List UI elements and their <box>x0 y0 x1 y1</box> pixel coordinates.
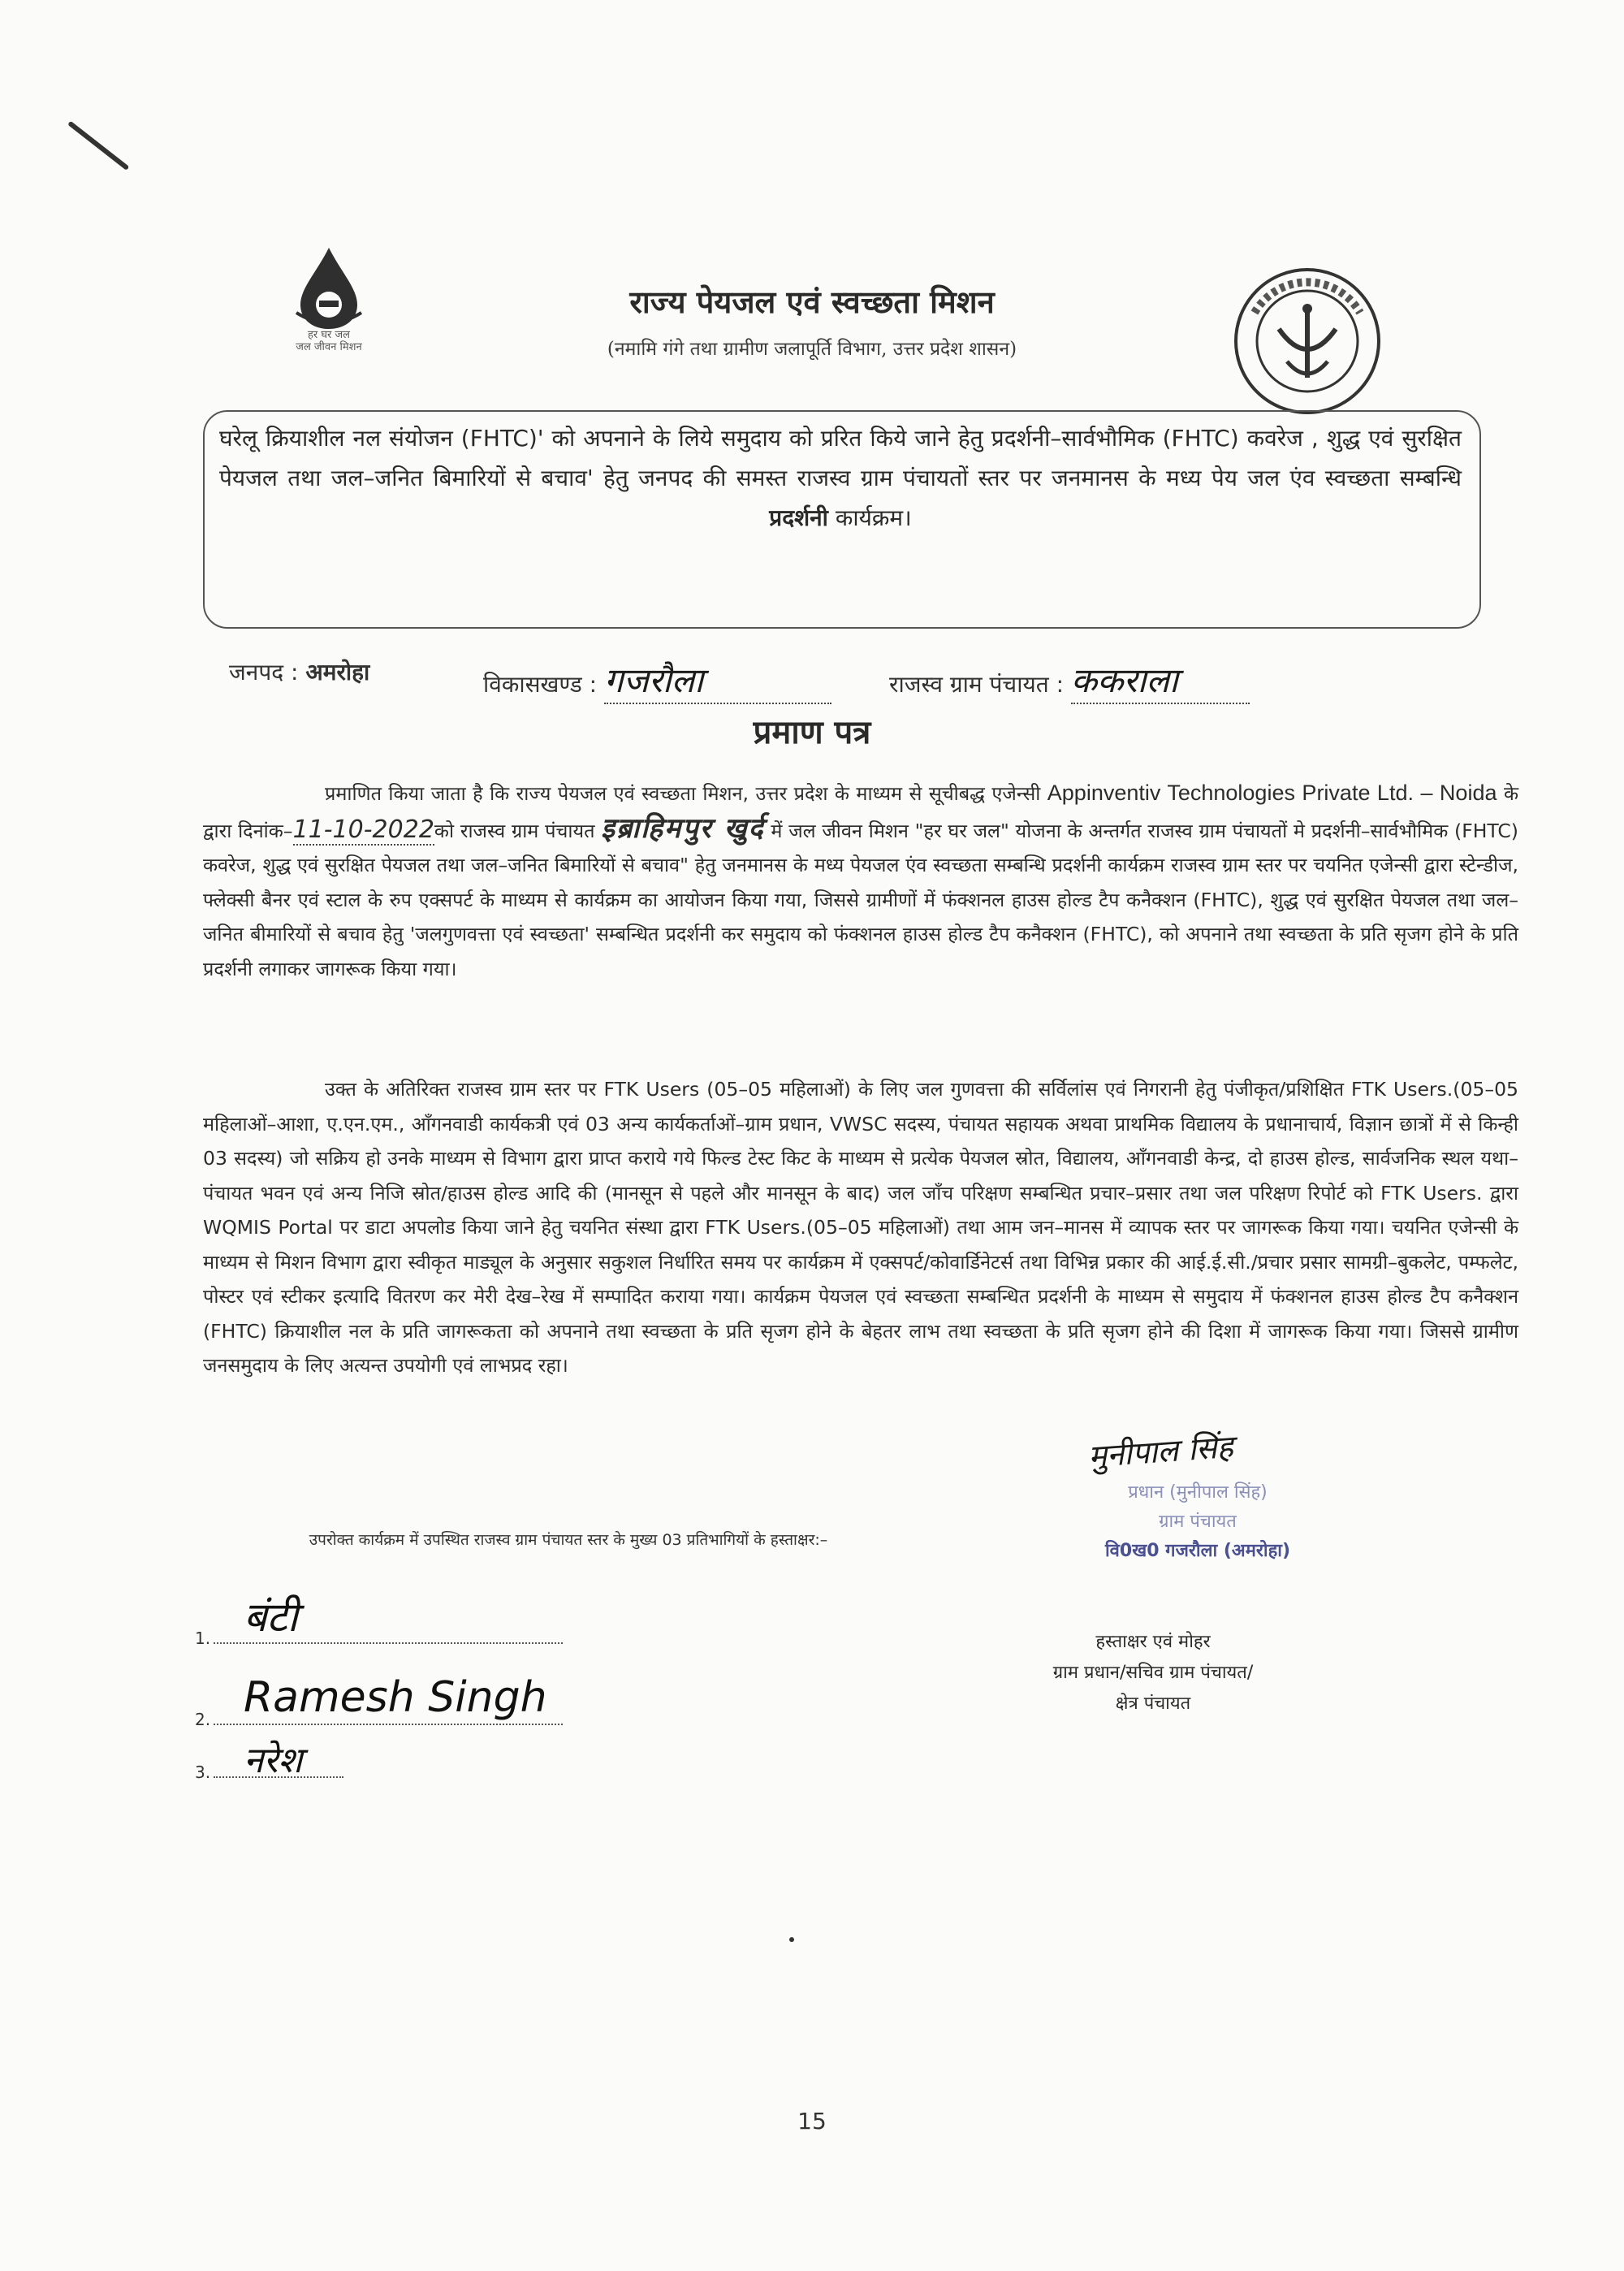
mission-subtitle: (नमामि गंगे तथा ग्रामीण जलापूर्ति विभाग, उत्तर प्रदेश शासन) <box>607 339 1017 360</box>
stamp-line-1: प्रधान (मुनीपाल सिंह) <box>1128 1482 1268 1503</box>
para1-part2: के द्वारा दिनांक– <box>203 782 1518 842</box>
official-line-2: ग्राम प्रधान/सचिव ग्राम पंचायत/ <box>1052 1663 1254 1683</box>
logo-caption: हर घर जल जल जीवन मिशन <box>296 329 362 353</box>
certificate-paragraph-1 <box>203 776 1518 986</box>
agency-name: Appinventiv Technologies Private Ltd. – Noida <box>1047 781 1497 805</box>
official-signature-block <box>983 1627 1324 1719</box>
official-line-3: क्षेत्र पंचायत <box>1115 1694 1191 1714</box>
signature-row-1 <box>195 1594 563 1648</box>
signature-number: 3. <box>195 1763 211 1782</box>
program-text-end: कार्यक्रम। <box>835 504 912 531</box>
program-text: घरेलू क्रियाशील नल संयोजन (FHTC)' को अपनाने के लिये समुदाय को प्ररित किये जाने हेतु प्रदर्शनी–सार्वभौमिक (FHTC) कवरेज , शुद्ध एवं सुरक्षित पेयजल तथा जल–जनित बिमारियों से बचाव' हेतु जनपद की समस्त राजस्व ग्राम पंचायतों स्तर पर जनमानस के मध्य पेय जल एंव स्वच्छता सम्बन्धि <box>219 425 1462 491</box>
para1-part4: में जल जीवन मिशन "हर घर जल" योजना के अन्तर्गत राजस्व ग्राम पंचायतों मे प्रदर्शनी–सार्वभौमिक (FHTC) कवरेज, शुद्ध एवं सुरक्षित पेयजल तथा जल–जनित बिमारियों से बचाव" हेतु जनमानस के मध्य पेयजल एंव स्वच्छता सम्बन्धि प्रदर्शनी कार्यक्रम राजस्व ग्राम स्तर पर चयनित एजेन्सी द्वारा स्टेन्डीज, फ्लेक्सी बैनर एवं स्टाल के रुप एक्सपर्ट के माध्यम से कार्यक्रम का आयोजन किया गया, जिससे ग्रामीणों में फंक्शनल हाउस होल्ड टैप कनैक्शन (FHTC), शुद्ध एवं सुरक्षित पेयजल तथा जल–जनित बीमारियों से बचाव हेतु 'जलगुणवत्ता एवं स्वच्छता' सम्बन्धित प्रदर्शनी कर समुदाय को फंक्शनल हाउस होल्ड टैप कनैक्शन (FHTC), को अपनाने तथा स्वच्छता के प्रति सृजग होने के प्रति प्रदर्शनी लगाकर जागरूक किया गया। <box>203 819 1518 980</box>
stamp-line-3: वि0ख0 गजरौला (अमरोहा) <box>1104 1541 1291 1561</box>
corner-pen-mark <box>67 121 129 171</box>
official-line-1: हस्ताक्षर एवं मोहर <box>1095 1632 1211 1652</box>
pradhan-stamp <box>1027 1478 1368 1566</box>
participant-signature-2: Ramesh Singh <box>244 1673 547 1722</box>
program-description <box>219 418 1462 538</box>
block-value: गजरौला <box>604 656 831 704</box>
page-number: 15 <box>797 2108 827 2135</box>
gram-panchayat-label: राजस्व ग्राम पंचायत : <box>889 671 1064 698</box>
signatures-intro: उपरोक्त कार्यक्रम में उपस्थित राजस्व ग्राम पंचायत स्तर के मुख्य 03 प्रतिभागियों के हस्ताक्षर:– <box>309 1531 828 1549</box>
certificate-title: प्रमाण पत्र <box>753 713 871 751</box>
stamp-line-2: ग्राम पंचायत <box>1159 1512 1237 1532</box>
gram-panchayat-value: ककराला <box>1071 656 1250 704</box>
block-label: विकासखण्ड : <box>483 671 598 698</box>
para1-part3: को राजस्व ग्राम पंचायत <box>434 819 595 842</box>
stray-dot <box>789 1937 794 1942</box>
certificate-paragraph-2: उक्त के अतिरिक्त राजस्व ग्राम स्तर पर FTK Users (05–05 महिलाओं) के लिए जल गुणवत्ता की सर्विलांस एवं निगरानी हेतु पंजीकृत/प्रशिक्षित FTK Users.(05–05 महिलाओं–आशा, ए.एन.एम., आँगनवाडी कार्यकत्री एवं 03 अन्य कार्यकर्ताओं–ग्राम प्रधान, VWSC सदस्य, पंचायत सहायक अथवा प्राथमिक विद्यालय के प्रधानाचार्य, विज्ञान छात्रों में से किन्ही 03 सदस्य) जो सक्रिय हो उनके माध्यम से विभाग द्वारा प्राप्त कराये गये फिल्ड टेस्ट किट के माध्यम से प्रत्येक पेयजल स्रोत, विद्यालय, आँगनवाडी केन्द्र, दो हाउस होल्ड, सार्वजनिक स्थल यथा–पंचायत भवन एवं अन्य निजि स्रोत/हाउस होल्ड आदि की (मानसून से पहले और मानसून के बाद) जल जाँच परिक्षण सम्बन्धित प्रचार–प्रसार तथा जल परिक्षण रिपोर्ट को FTK Users. द्वारा WQMIS Portal पर डाटा अपलोड किया जाने हेतु चयनित संस्था द्वारा FTK Users.(05–05 महिलाओं) तथा आम जन–मानस में व्यापक स्तर पर जागरूक किया गया। चयनित एजेन्सी के माध्यम से मिशन विभाग द्वारा स्वीकृत माड्यूल के अनुसार सकुशल निर्धारित समय पर कार्यक्रम में एक्सपर्ट/कोवार्डिनेटर्स तथा विभिन्न प्रकार की आई.ई.सी./प्रचार प्रसार सामग्री–बुकलेट, पम्फलेट, पोस्टर एवं स्टीकर इत्यादि वितरण कर मेरी देख–रेख में सम्पादित कराया गया। कार्यक्रम पेयजल एवं स्वच्छता सम्बन्धित प्रदर्शनी के माध्यम से समुदाय में फंक्शनल हाउस होल्ड टैप कनैक्शन (FHTC) क्रियाशील नल के प्रति जागरूकता को अपनाने तथा स्वच्छता के प्रति सृजग होने के बेहतर लाभ तथा स्वच्छता के प्रति सृजग होने की दिशा में जागरूक किया गया। जिससे ग्रामीण जनसमुदाय के लिए अत्यन्त उपयोगी एवं लाभप्रद रहा। <box>203 1078 1518 1377</box>
up-government-emblem <box>1230 264 1384 418</box>
village-name: इब्राहिमपुर खुर्द <box>601 811 765 845</box>
gram-panchayat-field <box>889 656 1250 704</box>
district-label: जनपद : <box>229 659 299 686</box>
har-ghar-jal-logo <box>272 244 386 378</box>
program-text-bold: प्रदर्शनी <box>769 504 828 531</box>
district-field <box>229 656 369 687</box>
para1-part1: प्रमाणित किया जाता है कि राज्य पेयजल एवं स्वच्छता मिशन, उत्तर प्रदेश के माध्यम से सूचीबद्ध एजेन्सी <box>325 782 1041 805</box>
signature-number: 1. <box>195 1629 211 1648</box>
participant-signature-1: बंटी <box>244 1594 298 1641</box>
signature-row-2 <box>195 1673 563 1729</box>
participant-signature-3: नरेश <box>244 1740 303 1781</box>
block-field <box>483 656 831 704</box>
pradhan-signature: मुनीपाल सिंह <box>1086 1428 1235 1475</box>
signature-row-3 <box>195 1740 343 1782</box>
program-date: 11-10-2022 <box>292 815 434 844</box>
district-value: अमरोहा <box>305 659 370 686</box>
mission-title: राज्य पेयजल एवं स्वच्छता मिशन <box>629 283 995 320</box>
signature-number: 2. <box>195 1710 211 1729</box>
